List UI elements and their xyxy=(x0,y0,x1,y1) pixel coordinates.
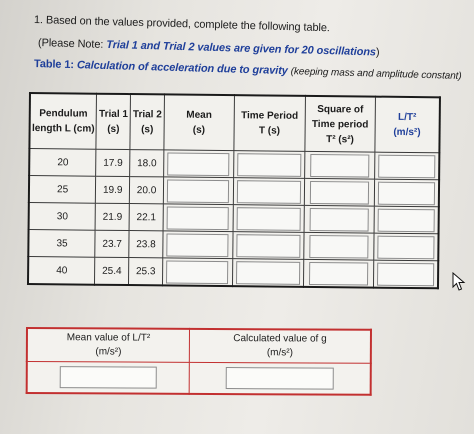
cell-trial2: 25.3 xyxy=(129,258,163,286)
time-period-input[interactable] xyxy=(237,180,301,204)
header-trial2: Trial 2 (s) xyxy=(130,94,164,150)
table-subtitle: (keeping mass and amplitude constant) xyxy=(290,66,462,82)
mouse-pointer-icon xyxy=(452,272,466,292)
cell-length: 40 xyxy=(28,257,95,285)
table-row xyxy=(28,257,438,289)
mean-lt2-input[interactable] xyxy=(60,366,158,389)
question-text: 1. Based on the values provided, complete the following table. xyxy=(33,14,330,35)
summary-table xyxy=(26,327,372,396)
header-time-period: Time Period T (s) xyxy=(233,95,305,151)
header-square-time-period: Square of Time period T² (s²) xyxy=(305,96,375,152)
mean-input[interactable] xyxy=(167,152,230,176)
note-emphasis: Trial 1 and Trial 2 values are given for 20 oscillations xyxy=(106,38,377,59)
cell-length: 20 xyxy=(29,149,96,177)
cell-trial1: 25.4 xyxy=(95,257,129,285)
header-pendulum-length: Pendulum length L (cm) xyxy=(29,93,96,149)
mean-input[interactable] xyxy=(167,206,230,230)
mean-input[interactable] xyxy=(166,260,229,284)
header-l-over-t2: L/T² (m/s²) xyxy=(375,97,440,153)
calculated-g-input[interactable] xyxy=(225,367,334,390)
note-prefix: (Please Note: xyxy=(37,37,107,51)
l-over-t2-input[interactable] xyxy=(377,181,435,205)
cell-trial2: 23.8 xyxy=(129,231,163,258)
table-row xyxy=(29,203,439,234)
cell-length: 35 xyxy=(28,230,95,258)
time-period-input[interactable] xyxy=(236,234,300,258)
cell-trial1: 23.7 xyxy=(95,230,129,257)
header-mean-lt2: Mean value of L/T² (m/s²) xyxy=(27,328,190,362)
t-squared-input[interactable] xyxy=(309,261,369,285)
header-mean: Mean (s) xyxy=(164,94,234,150)
l-over-t2-input[interactable] xyxy=(378,154,436,178)
gravity-data-table xyxy=(27,92,441,289)
t-squared-input[interactable] xyxy=(310,180,370,204)
note-suffix: ) xyxy=(375,46,380,59)
cell-length: 25 xyxy=(29,176,96,204)
cell-trial2: 18.0 xyxy=(130,150,164,177)
l-over-t2-input[interactable] xyxy=(377,235,435,259)
table-row xyxy=(29,149,439,180)
l-over-t2-input[interactable] xyxy=(377,208,435,232)
cell-trial2: 22.1 xyxy=(129,204,163,231)
cell-trial1: 17.9 xyxy=(96,149,130,176)
header-trial1: Trial 1 (s) xyxy=(96,94,130,150)
time-period-input[interactable] xyxy=(236,207,300,231)
mean-input[interactable] xyxy=(167,179,230,203)
note-text xyxy=(38,37,380,59)
table-header-row xyxy=(29,93,440,153)
cell-trial1: 21.9 xyxy=(95,203,129,230)
table-title: Calculation of acceleration due to gravity xyxy=(76,59,288,78)
table-row xyxy=(29,176,439,207)
table-label: Table 1: xyxy=(33,58,75,72)
cell-trial1: 19.9 xyxy=(96,176,130,203)
time-period-input[interactable] xyxy=(236,261,300,285)
cell-trial2: 20.0 xyxy=(130,177,164,204)
cell-length: 30 xyxy=(29,203,96,231)
header-calculated-g: Calculated value of g (m/s²) xyxy=(189,329,371,363)
table-row xyxy=(28,230,438,261)
table-caption xyxy=(34,58,462,82)
t-squared-input[interactable] xyxy=(310,153,370,177)
l-over-t2-input[interactable] xyxy=(377,262,435,286)
t-squared-input[interactable] xyxy=(309,234,369,258)
mean-input[interactable] xyxy=(166,233,229,257)
time-period-input[interactable] xyxy=(237,153,301,177)
t-squared-input[interactable] xyxy=(309,207,369,231)
